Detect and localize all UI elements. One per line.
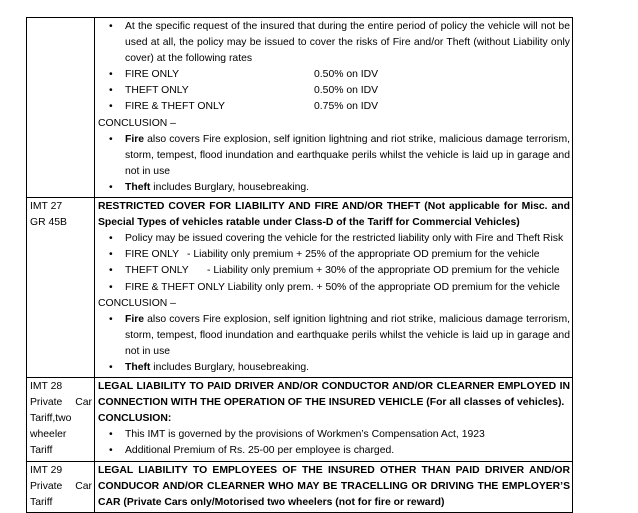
bullet-icon: • xyxy=(109,133,113,145)
document-table xyxy=(26,17,573,513)
list-item: • Theft includes Burglary, housebreaking. xyxy=(98,180,570,196)
bullet-icon: • xyxy=(109,233,113,245)
code-line: Private Car xyxy=(30,480,92,492)
list-item: • Fire also covers Fire explosion, self ignition lightning and riot strike, malicious damage terrorism, storm, tempest, flood inundation and earthquake perils whilst the vehicle is laid up in garage and not in use xyxy=(109,133,570,177)
section-heading: RESTRICTED COVER FOR LIABILITY AND FIRE AND/OR THEFT (Not applicable for Misc. and Special Types of vehicles ratable under Class-D of the Tariff for Commercial Vehicles) xyxy=(98,201,570,229)
code-line: Tariff xyxy=(30,445,53,457)
bullet-icon: • xyxy=(109,101,113,113)
bullet-list xyxy=(98,427,570,459)
conclusion-label: CONCLUSION: xyxy=(98,413,172,425)
rate-item xyxy=(98,67,570,83)
list-item: • Additional Premium of Rs. 25-00 per employee is charged. xyxy=(98,443,570,459)
bullet-icon: • xyxy=(109,265,113,277)
code-line: IMT 29 xyxy=(30,464,63,476)
code-line: IMT 28 xyxy=(30,381,63,393)
code-cell xyxy=(27,461,95,512)
rate-item xyxy=(98,99,570,115)
list-item: • THEFT ONLY - Liability only premium + 30% of the appropriate OD premium for the vehicle xyxy=(98,263,570,279)
conclusion-label: CONCLUSION – xyxy=(98,117,176,129)
bullet-icon: • xyxy=(109,249,113,261)
term: Theft xyxy=(125,361,151,373)
list-item: • This IMT is governed by the provisions of Workmen’s Compensation Act, 1923 xyxy=(98,427,570,443)
code-line: Private Car xyxy=(30,397,92,409)
bullet-icon: • xyxy=(109,313,113,325)
content-cell xyxy=(95,18,573,198)
term: Fire xyxy=(125,133,145,145)
section-heading: LEGAL LIABILITY TO PAID DRIVER AND/OR CONDUCTOR AND/OR CLEARNER EMPLOYED IN CONNECTION WITH THE OPERATION OF THE INSURED VEHICLE (For all classes of vehicles). xyxy=(98,381,570,409)
bullet-icon: • xyxy=(109,281,113,293)
content-cell xyxy=(95,378,573,461)
list-item: • FIRE ONLY - Liability only premium + 25% of the appropriate OD premium for the vehicle xyxy=(98,247,570,263)
bullet-icon: • xyxy=(109,429,113,441)
code-cell xyxy=(27,198,95,378)
code-cell xyxy=(27,18,95,198)
table-row xyxy=(27,198,573,378)
rate-value: 0.50% on IDV xyxy=(314,85,379,97)
table-row xyxy=(27,378,573,461)
bullet-list xyxy=(98,19,570,116)
term: Fire xyxy=(125,313,145,325)
rate-value: 0.75% on IDV xyxy=(314,101,379,113)
bullet-icon: • xyxy=(109,361,113,373)
code-line: Tariff,two xyxy=(30,413,72,425)
code-line: IMT 27 xyxy=(30,201,63,213)
bullet-list xyxy=(98,132,570,196)
list-item: • Theft includes Burglary, housebreaking. xyxy=(98,360,570,376)
table-row xyxy=(27,461,573,512)
table-row xyxy=(27,18,573,198)
rate-item xyxy=(98,83,570,99)
bullet-list xyxy=(98,312,570,376)
bullet-icon: • xyxy=(109,21,113,32)
bullet-list xyxy=(98,231,570,295)
content-cell xyxy=(95,198,573,378)
bullet-icon: • xyxy=(109,69,113,81)
code-line: GR 45B xyxy=(30,217,67,229)
section-heading: LEGAL LIABILITY TO EMPLOYEES OF THE INSURED OTHER THAN PAID DRIVER AND/OR CONDUCOR AND/OR CLEARNER WHO MAY BE TRACELLING OR DRIVING THE EMPLOYER’S CAR (Private Cars only/Motorised two wheelers (not for fire or reward) xyxy=(98,464,570,508)
bullet-icon: • xyxy=(109,445,113,457)
list-item: • FIRE & THEFT ONLY Liability only prem. + 50% of the appropriate OD premium for the vehicle xyxy=(98,280,570,296)
content-cell xyxy=(95,461,573,512)
bullet-icon: • xyxy=(109,85,113,97)
list-item: • At the specific request of the insured that during the entire period of policy the vehicle will not be used at all, the policy may be issued to cover the risks of Fire and/or Theft (without Liability only cover) at the following rates xyxy=(109,21,570,65)
rate-name: FIRE ONLY xyxy=(125,69,180,81)
list-item: • Policy may be issued covering the vehicle for the restricted liability only with Fire and Theft Risk xyxy=(98,231,570,247)
term: Theft xyxy=(125,181,151,193)
code-line: wheeler xyxy=(30,429,67,441)
rate-name: THEFT ONLY xyxy=(125,85,189,97)
conclusion-label: CONCLUSION – xyxy=(98,297,176,309)
code-cell xyxy=(27,378,95,461)
list-item: • Fire also covers Fire explosion, self ignition lightning and riot strike, malicious damage terrorism, storm, tempest, flood inundation and earthquake perils whilst the vehicle is laid up in garage and not in use xyxy=(109,313,570,357)
rate-value: 0.50% on IDV xyxy=(314,69,379,81)
code-line: Tariff xyxy=(30,496,53,508)
rate-name: FIRE & THEFT ONLY xyxy=(125,101,225,113)
bullet-icon: • xyxy=(109,181,113,193)
